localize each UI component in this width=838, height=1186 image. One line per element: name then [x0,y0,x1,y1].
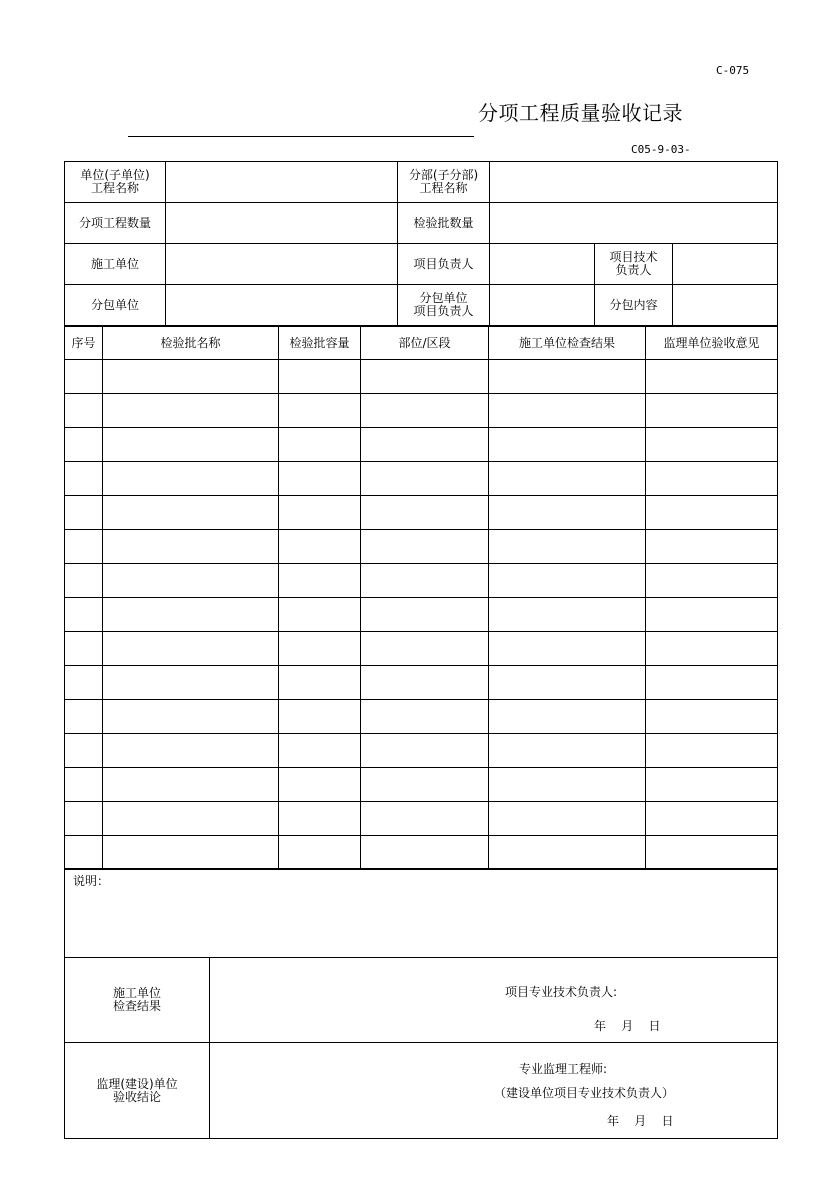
table-cell[interactable] [489,530,646,564]
table-cell[interactable] [489,802,646,836]
sub-manager-field[interactable] [490,285,595,326]
table-cell[interactable] [489,666,646,700]
table-cell[interactable] [489,734,646,768]
table-row [65,666,778,700]
subitem-count-label: 分项工程数量 [65,203,166,244]
notes-label: 说明： [73,874,110,888]
table-cell[interactable] [65,700,103,734]
table-cell[interactable] [279,496,361,530]
table-cell[interactable] [489,564,646,598]
signature-table [64,868,778,1139]
table-row [65,530,778,564]
inspection-signature-area[interactable] [210,958,778,1043]
table-cell[interactable] [489,394,646,428]
table-cell[interactable] [279,564,361,598]
acceptance-label: 监理(建设)单位 验收结论 [65,1043,210,1139]
table-row [65,496,778,530]
table-cell[interactable] [361,632,489,666]
table-row [65,564,778,598]
table-cell[interactable] [646,394,778,428]
table-cell[interactable] [65,496,103,530]
form-code: C-075 [716,64,750,77]
table-cell[interactable] [646,632,778,666]
table-cell[interactable] [279,700,361,734]
acceptance-date: 年 月 日 [607,1114,674,1128]
table-cell[interactable] [646,700,778,734]
tech-manager-label: 项目技术 负责人 [595,244,673,285]
table-cell[interactable] [103,734,279,768]
table-cell[interactable] [279,836,361,870]
table-cell[interactable] [103,496,279,530]
col-header: 序号 [65,327,103,360]
table-row [65,394,778,428]
table-cell[interactable] [489,768,646,802]
batch-list-table [64,326,778,870]
table-cell[interactable] [103,700,279,734]
subitem-count-field[interactable] [166,203,398,244]
table-cell[interactable] [103,666,279,700]
table-cell[interactable] [646,564,778,598]
table-cell[interactable] [361,768,489,802]
table-row [65,768,778,802]
table-cell[interactable] [103,428,279,462]
table-cell[interactable] [489,700,646,734]
table-cell[interactable] [279,462,361,496]
inspection-date: 年 月 日 [594,1019,661,1033]
table-cell[interactable] [65,734,103,768]
table-cell[interactable] [361,496,489,530]
table-cell[interactable] [361,360,489,394]
contractor-label: 施工单位 [65,244,166,285]
table-cell[interactable] [65,802,103,836]
col-header: 检验批名称 [103,327,279,360]
table-cell[interactable] [103,802,279,836]
list-header-row [65,327,778,360]
table-cell[interactable] [279,802,361,836]
table-cell[interactable] [65,462,103,496]
table-cell[interactable] [646,598,778,632]
table-row [65,462,778,496]
acceptance-signer-label: 专业监理工程师: [519,1062,608,1076]
sub-content-label: 分包内容 [595,285,673,326]
sub-manager-label: 分包单位 项目负责人 [398,285,490,326]
table-cell[interactable] [361,700,489,734]
info-table [64,161,778,326]
table-cell[interactable] [279,598,361,632]
table-row [65,734,778,768]
table-row [65,360,778,394]
table-cell[interactable] [279,530,361,564]
table-cell[interactable] [361,530,489,564]
table-cell[interactable] [361,666,489,700]
table-row [65,428,778,462]
table-cell[interactable] [646,666,778,700]
table-cell[interactable] [646,360,778,394]
table-cell[interactable] [279,394,361,428]
unit-name-field[interactable] [166,162,398,203]
page-title: 分项工程质量验收记录 [478,101,683,125]
project-manager-label: 项目负责人 [398,244,490,285]
table-cell[interactable] [489,598,646,632]
table-cell[interactable] [646,836,778,870]
contractor-field[interactable] [166,244,398,285]
table-cell[interactable] [646,496,778,530]
table-cell[interactable] [361,428,489,462]
table-cell[interactable] [489,496,646,530]
table-cell[interactable] [65,564,103,598]
table-cell[interactable] [361,802,489,836]
table-cell[interactable] [646,768,778,802]
table-cell[interactable] [361,564,489,598]
table-cell[interactable] [279,734,361,768]
table-cell[interactable] [65,836,103,870]
inspection-label: 施工单位 检查结果 [65,958,210,1043]
sub-content-field[interactable] [673,285,778,326]
col-header: 部位/区段 [361,327,489,360]
form-sub-code: C05-9-03- [631,143,691,156]
title-underline [128,136,474,137]
table-cell[interactable] [646,428,778,462]
table-cell[interactable] [646,462,778,496]
table-cell[interactable] [65,394,103,428]
table-cell[interactable] [279,428,361,462]
table-cell[interactable] [65,768,103,802]
table-cell[interactable] [489,632,646,666]
table-cell[interactable] [489,360,646,394]
project-manager-field[interactable] [490,244,595,285]
table-cell[interactable] [103,462,279,496]
tech-manager-field[interactable] [673,244,778,285]
table-cell[interactable] [103,768,279,802]
table-cell[interactable] [279,360,361,394]
table-row [65,836,778,870]
table-cell[interactable] [103,632,279,666]
acceptance-signer-alt-label: （建设单位项目专业技术负责人） [494,1086,675,1100]
acceptance-signature-area[interactable] [210,1043,778,1139]
table-cell[interactable] [489,836,646,870]
table-row [65,598,778,632]
table-cell[interactable] [646,734,778,768]
table-cell[interactable] [65,530,103,564]
table-cell[interactable] [279,666,361,700]
table-cell[interactable] [646,802,778,836]
table-cell[interactable] [361,394,489,428]
table-cell[interactable] [103,836,279,870]
table-cell[interactable] [279,768,361,802]
division-name-label: 分部(子分部) 工程名称 [398,162,490,203]
subcontractor-label: 分包单位 [65,285,166,326]
table-cell[interactable] [279,632,361,666]
table-cell[interactable] [646,530,778,564]
table-cell[interactable] [103,564,279,598]
table-cell[interactable] [103,394,279,428]
table-cell[interactable] [65,360,103,394]
table-cell[interactable] [65,598,103,632]
table-cell[interactable] [103,598,279,632]
col-header: 检验批容量 [279,327,361,360]
table-cell[interactable] [65,666,103,700]
table-row [65,632,778,666]
col-header: 监理单位验收意见 [646,327,778,360]
table-row [65,802,778,836]
unit-name-label: 单位(子单位) 工程名称 [65,162,166,203]
division-name-field[interactable] [490,162,778,203]
batch-count-field[interactable] [490,203,778,244]
table-cell[interactable] [489,428,646,462]
batch-count-label: 检验批数量 [398,203,490,244]
table-cell[interactable] [361,598,489,632]
table-cell[interactable] [65,428,103,462]
table-cell[interactable] [489,462,646,496]
table-cell[interactable] [361,836,489,870]
table-row [65,700,778,734]
notes-field[interactable] [65,869,778,958]
subcontractor-field[interactable] [166,285,398,326]
table-cell[interactable] [361,462,489,496]
table-cell[interactable] [361,734,489,768]
inspection-signer-label: 项目专业技术负责人: [505,985,618,999]
table-cell[interactable] [103,530,279,564]
table-cell[interactable] [65,632,103,666]
col-header: 施工单位检查结果 [489,327,646,360]
table-cell[interactable] [103,360,279,394]
